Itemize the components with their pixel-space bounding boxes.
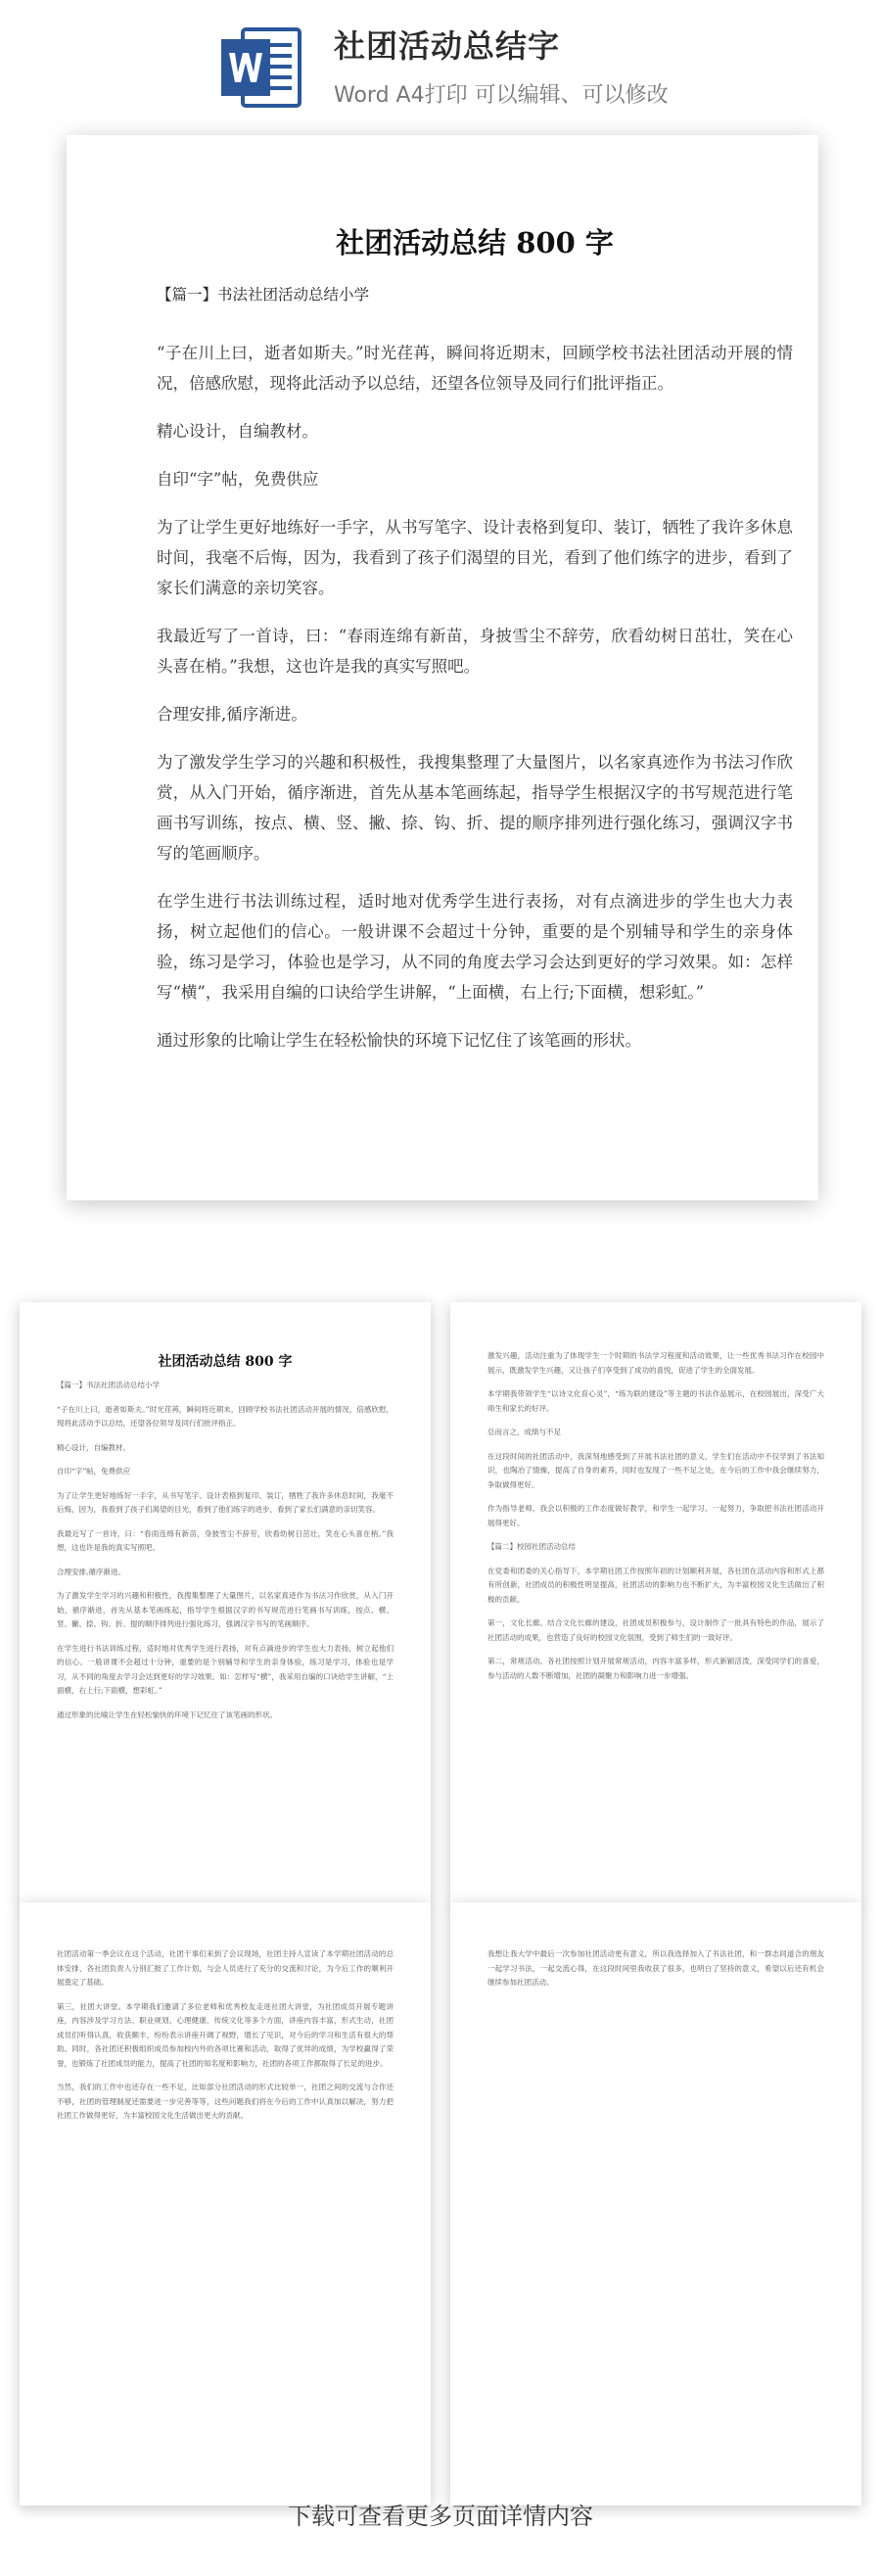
thumbnail-paragraph: 激发兴趣，活动注重为了体现学生一个时期的书法学习程度和活动效果，让一些优秀书法习作在校园中展示，既激发学生兴趣，又让孩子们享受到了成功的喜悦，促进了学生的全面发展。	[487, 1351, 824, 1375]
paragraph: 精心设计，自编教材。	[157, 422, 318, 441]
download-more-link[interactable]: 下载可查看更多页面详情内容	[288, 2503, 593, 2530]
thumbnail-paragraph: 本学期我带领学生“以诗文化育心灵”，“练为联的建设”等主题的书法作品展示，在校园展出，深受广大师生和家长的好评。	[487, 1389, 824, 1413]
thumbnail-paragraph: 为了激发学生学习的兴趣和积极性，我搜集整理了大量图片，以名家真迹作为书法习作欣赏，从入门开始，循序渐进，首先从基本笔画练起，指导学生根据汉字的书写规范进行笔画书写训练，按点、横、竖、撇、捺、钩、折、提的顺序排列进行强化练习，强调汉字书写的笔画顺序。	[57, 1591, 394, 1628]
thumbnail-paragraph: 第一，文化长廊。结合文化长廊的建设，社团成员积极参与，设计制作了一批具有特色的作品，展示了社团活动的成果，也营造了良好的校园文化氛围，受到了师生们的一致好评。	[487, 1618, 824, 1642]
paragraph: 通过形象的比喻让学生在轻松愉快的环境下记忆住了该笔画的形状。	[157, 1031, 641, 1050]
thumbnail-title: 社团活动总结 800 字	[158, 1354, 293, 1370]
word-document-icon	[219, 25, 303, 110]
document-preview-main	[67, 135, 818, 1200]
paragraph: 我最近写了一首诗，曰：“春雨连绵有新苗，身披雪尘不辞劳，欣看幼树日茁壮，笑在心头喜在梢。”我想，这也许是我的真实写照吧。	[157, 627, 793, 676]
thumbnail-paragraph: 社团活动第一季会议在这个活动，社团干事们来到了会议现场，社团主持人宣读了本学期社团活动的总体安排，各社团负责人分别汇报了工作计划，与会人员进行了充分的交流和讨论，为今后工作的顺利开展奠定了基础。	[57, 1949, 394, 1987]
thumbnail-paragraph: 作为指导老师，我会以积极的工作态度做好教学，和学生一起学习、一起努力，争取把书法社团活动开展得更好。	[487, 1504, 824, 1527]
page-thumbnail-2[interactable]	[450, 1302, 861, 1905]
thumbnail-paragraph: 为了让学生更好地练好一手字，从书写笔字、设计表格到复印、装订，牺牲了我许多休息时间，我毫不后悔，因为，我看到了孩子们渴望的目光，看到了他们练字的进步，看到了家长们满意的亲切笑容。	[57, 1490, 394, 1514]
thumbnail-paragraph: 在学生进行书法训练过程，适时地对优秀学生进行表扬，对有点滴进步的学生也大力表扬，树立起他们的信心。一般讲课不会超过十分钟，重要的是个别辅导和学生的亲身体验，练习是学习，体验也是学习，从不同的角度去学习会达到更好的学习效果。如：怎样写“横”，我采用自编的口诀给学生讲解，“上面横，右上行;下面横，想彩虹。”	[57, 1643, 394, 1695]
thumbnail-content	[487, 1947, 824, 2000]
paragraph: “子在川上曰，逝者如斯夫。”时光荏苒，瞬间将近期末，回顾学校书法社团活动开展的情况，倍感欣慰，现将此活动予以总结，还望各位领导及同行们批评指正。	[157, 344, 793, 393]
paragraph: 为了激发学生学习的兴趣和积极性，我搜集整理了大量图片，以名家真迹作为书法习作欣赏，从入门开始，循序渐进，首先从基本笔画练起，指导学生根据汉字的书写规范进行笔画书写训练，按点、横、竖、撇、捺、钩、折、提的顺序排列进行强化练习，强调汉字书写的笔画顺序。	[157, 753, 793, 863]
thumbnail-paragraph: 合理安排,循序渐进。	[57, 1567, 125, 1576]
thumbnail-paragraph: 第三，社团大讲堂。本学期我们邀请了多位老师和优秀校友走进社团大讲堂，为社团成员开展专题讲座，内容涉及学习方法、职业规划、心理健康、传统文化等多个方面，讲座内容丰富，形式生动，社团成员们听得认真，收获颇丰，纷纷表示讲座开阔了视野，增长了见识，对今后的学习和生活有很大的帮助。同时，各社团还积极组织成员参加校内外的各项比赛和活动，取得了优异的成绩，为学校赢得了荣誉，也锻炼了社团成员的能力，提高了社团的知名度和影响力，社团的各项工作都取得了长足的进步。	[57, 2001, 394, 2068]
thumbnail-paragraph: 我最近写了一首诗，曰：“春雨连绵有新苗，身披雪尘不辞劳，欣看幼树日茁壮，笑在心头喜在梢。”我想，这也许是我的真实写照吧。	[57, 1528, 394, 1552]
paragraph: 为了让学生更好地练好一手字，从书写笔字、设计表格到复印、装订，牺牲了我许多休息时间，我毫不后悔，因为，我看到了孩子们渴望的目光，看到了他们练字的进步，看到了家长们满意的亲切笑容。	[157, 518, 793, 597]
paragraph: 在学生进行书法训练过程，适时地对优秀学生进行表扬，对有点滴进步的学生也大力表扬，树立起他们的信心。一般讲课不会超过十分钟，重要的是个别辅导和学生的亲身体验，练习是学习，体验也是学习，从不同的角度去学习会达到更好的学习效果。如：怎样写“横”，我采用自编的口诀给学生讲解，“上面横，右上行;下面横，想彩虹。”	[157, 892, 793, 1002]
section-heading: 【篇一】书法社团活动总结小学	[157, 286, 370, 304]
thumbnail-paragraph: 【篇二】校园社团活动总结	[487, 1542, 576, 1551]
thumbnail-content	[57, 1351, 394, 1732]
page-thumbnail-4[interactable]	[450, 1902, 861, 2506]
page-thumbnail-1[interactable]	[20, 1302, 431, 1905]
thumbnail-paragraph: 自印“字”帖，免费供应	[57, 1467, 131, 1475]
thumbnail-paragraph: 我想让我大学中最后一次参加社团活动更有意义，所以我选择加入了书法社团，和一群志同道合的朋友一起学习书法，一起交流心得，在这段时间里我收获了很多，也明白了坚持的意义，希望以后还有机会继续参加社团活动。	[487, 1949, 824, 1987]
paragraph: 合理安排,循序渐进。	[157, 705, 307, 724]
thumbnail-paragraph: 通过形象的比喻让学生在轻松愉快的环境下记忆住了该笔画的形状。	[57, 1710, 277, 1719]
page-title: 社团活动总结字	[334, 27, 561, 65]
thumbnail-paragraph: 【篇一】书法社团活动总结小学	[57, 1381, 160, 1389]
thumbnail-paragraph: 当然，我们的工作中也还存在一些不足，比如部分社团活动的形式比较单一，社团之间的交流与合作还不够，社团的管理制度还需要进一步完善等等，这些问题我们将在今后的工作中认真加以解决，努力把社团工作做得更好，为丰富校园文化生活做出更大的贡献。	[57, 2083, 394, 2120]
document-title: 社团活动总结 800 字	[336, 226, 614, 259]
document-content	[157, 221, 793, 1073]
thumbnail-paragraph: 精心设计，自编教材。	[57, 1442, 130, 1452]
paragraph: 自印“字”帖，免费供应	[157, 470, 319, 489]
page-thumbnail-3[interactable]	[20, 1902, 431, 2506]
thumbnail-paragraph: 总而言之，成绩与不足	[487, 1428, 561, 1436]
thumbnail-paragraph: “子在川上曰，逝者如斯夫。”时光荏苒，瞬间将近期末，回顾学校书法社团活动开展的情况，倍感欣慰，现将此活动予以总结，还望各位领导及同行们批评指正。	[57, 1404, 394, 1428]
thumbnail-content	[57, 1947, 394, 2133]
page-subtitle: Word A4打印 可以编辑、可以修改	[334, 83, 669, 108]
thumbnail-paragraph: 在党委和团委的关心指导下，本学期社团工作按照年初的计划顺利开展，各社团在活动内容和形式上都有所创新，社团成员的积极性明显提高，社团活动的影响力也不断扩大，为丰富校园文化生活做出了积极的贡献。	[487, 1566, 824, 1604]
thumbnail-content	[487, 1349, 824, 1693]
header	[0, 0, 881, 127]
thumbnail-paragraph: 在这段时间的社团活动中，我深刻地感受到了开展书法社团的意义，学生们在活动中不仅学到了书法知识，也陶冶了情操，提高了自身的素养，同时也发现了一些不足之处，在今后的工作中我会继续努力，争取做得更好。	[487, 1451, 824, 1489]
thumbnail-paragraph: 第二，常规活动。各社团按照计划开展常规活动，内容丰富多样，形式新颖活泼，深受同学们的喜爱，参与活动的人数不断增加，社团的凝聚力和影响力进一步增强。	[487, 1657, 824, 1680]
